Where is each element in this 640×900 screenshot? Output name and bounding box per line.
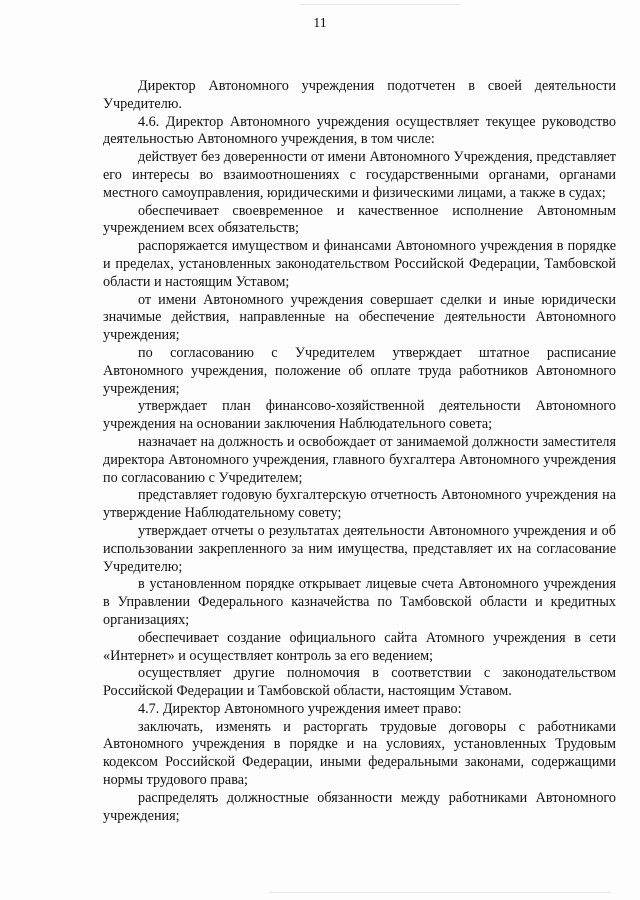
scan-artifact [300,4,460,5]
paragraph: по согласованию с Учредителем утверждает штатное расписание Автономного учреждения, положение об оплате труда работников Автономного учреждения; [103,344,616,397]
paragraph: утверждает отчеты о результатах деятельности Автономного учреждения и об использовании закрепленного за ним имущества, представляет их на согласование Учредителю; [103,522,616,575]
paragraph: действует без доверенности от имени Автономного Учреждения, представляет его интересы во взаимоотношениях с государственными органами, органами местного самоуправления, юридическими и физическими лицами, а также в судах; [103,149,616,201]
paragraph: Директор Автономного учреждения подотчетен в своей деятельности Учредителю. [103,78,616,112]
paragraph: обеспечивает своевременное и качественное исполнение Автономным учреждением всех обязательств; [103,202,616,237]
paragraph: распоряжается имуществом и финансами Автономного учреждения в порядке и пределах, установленных законодательством Российской Федерации, Тамбовской области и настоящим Уставом; [103,238,616,290]
paragraph: от имени Автономного учреждения совершает сделки и иные юридически значимые действия, направленные на обеспечение деятельности Автономного учреждения; [103,291,616,344]
paragraph: назначает на должность и освобождает от занимаемой должности заместителя директора Автономного учреждения, главного бухгалтера Автономного учреждения по согласованию с Учредителем; [103,433,616,486]
paragraph: заключать, изменять и расторгать трудовые договоры с работниками Автономного учреждения в порядке и на условиях, установленных Трудовым кодексом Российской Федерации, иными федеральными законами, содержащими нормы трудового права; [103,718,616,789]
document-body [103,78,616,825]
scan-artifact [270,892,610,893]
paragraph: утверждает план финансово-хозяйственной деятельности Автономного учреждения на основании заключения Наблюдательного совета; [103,398,616,433]
paragraph: обеспечивает создание официального сайта Атомного учреждения в сети «Интернет» и осуществляет контроль за его ведением; [103,629,616,664]
page-number: 11 [313,16,327,31]
paragraph: представляет годовую бухгалтерскую отчетность Автономного учреждения на утверждение Наблюдательному совету; [103,487,616,522]
paragraph: распределять должностные обязанности между работниками Автономного учреждения; [103,789,616,824]
paragraph: 4.7. Директор Автономного учреждения имеет право: [138,700,462,717]
paragraph: 4.6. Директор Автономного учреждения осуществляет текущее руководство деятельностью Автономного учреждения, в том числе: [103,113,616,148]
paragraph: осуществляет другие полномочия в соответствии с законодательством Российской Федерации и Тамбовской области, настоящим Уставом. [103,665,616,700]
paragraph: в установленном порядке открывает лицевые счета Автономного учреждения в Управлении Федерального казначейства по Тамбовской области и кредитных организациях; [103,576,616,628]
